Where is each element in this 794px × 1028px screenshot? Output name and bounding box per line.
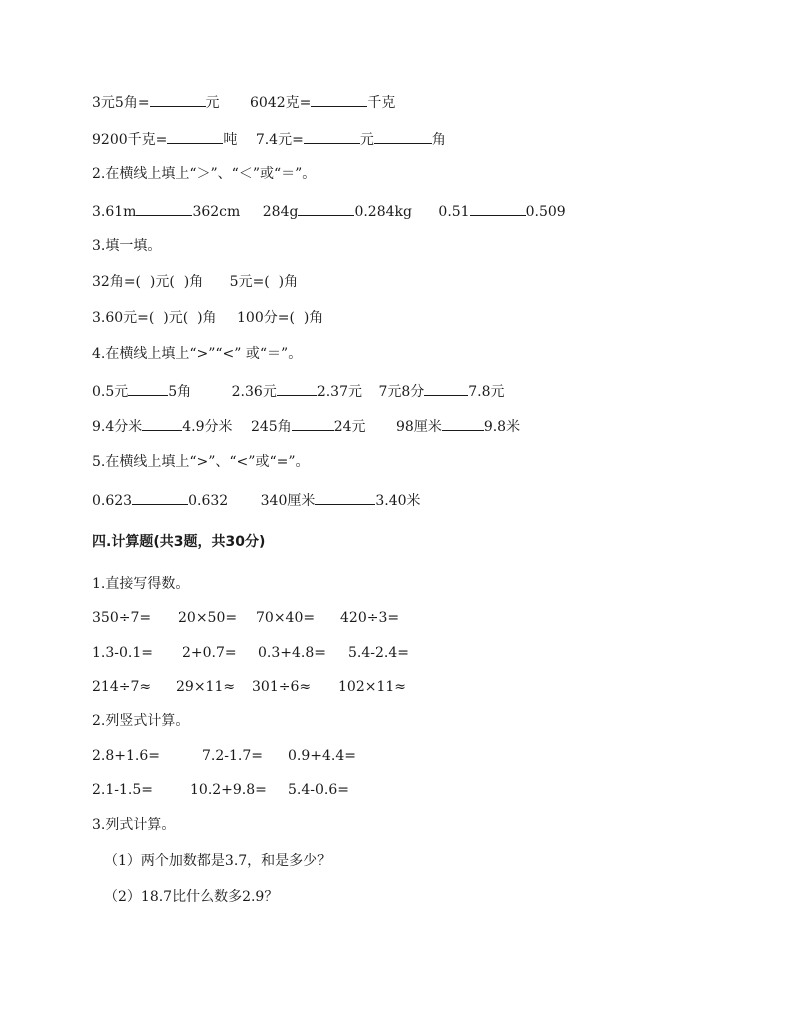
answer-blank[interactable] <box>136 201 192 216</box>
calc-item: 1.3-0.1= <box>92 645 153 661</box>
answer-blank[interactable] <box>470 201 526 216</box>
calc-item: 29×11≈ <box>176 679 236 695</box>
q2-title: 2.在横线上填上“＞”、“＜”或“＝”。 <box>92 166 317 182</box>
compare-left: 9.4分米 <box>92 419 143 435</box>
calc-item: 20×50= <box>178 610 238 626</box>
compare-left: 98厘米 <box>396 419 442 435</box>
compare-right: 362cm <box>192 204 241 220</box>
fill-item: 100分=( )角 <box>237 310 324 326</box>
compare-right: 0.509 <box>525 204 566 220</box>
fill-item: 5元=( )角 <box>229 274 299 290</box>
answer-blank[interactable] <box>292 416 334 431</box>
section-heading: 四.计算题(共3题，共30分) <box>92 534 266 550</box>
calc-item: 2+0.7= <box>182 645 237 661</box>
q5-title: 5.在横线上填上“>”、“<”或“=”。 <box>92 454 310 470</box>
compare-right: 0.284kg <box>354 204 412 220</box>
vertical-calc-item: 2.1-1.5= <box>92 782 153 798</box>
vertical-calc-item: 7.2-1.7= <box>202 748 263 764</box>
compare-right: 0.632 <box>188 493 229 509</box>
compare-left: 7元8分 <box>378 384 425 400</box>
answer-blank[interactable] <box>304 129 360 144</box>
calc-item: 5.4-2.4= <box>348 645 409 661</box>
compare-right: 2.37元 <box>316 384 362 400</box>
calc-item: 301÷6≈ <box>252 679 312 695</box>
q5-row <box>92 490 754 511</box>
compare-left: 2.36元 <box>231 384 277 400</box>
q4-row-1 <box>92 381 754 402</box>
compare-left: 0.623 <box>92 493 133 509</box>
calc-item: 102×11≈ <box>338 679 406 695</box>
q2-row <box>92 201 754 222</box>
q3-row-2 <box>92 308 754 328</box>
compare-right: 7.8元 <box>468 384 505 400</box>
q4-row-2 <box>92 416 754 437</box>
q-6042g: 6042克= <box>250 95 312 111</box>
vertical-calc-item: 10.2+9.8= <box>190 782 267 798</box>
p1-row-2 <box>92 643 754 663</box>
p3-title: 3.列式计算。 <box>92 817 176 833</box>
answer-blank[interactable] <box>311 92 367 107</box>
q-7-4yuan: 7.4元= <box>255 132 304 148</box>
p3-item-2: （2）18.7比什么数多2.9？ <box>104 889 279 905</box>
unit-label: 千克 <box>367 95 396 111</box>
answer-blank[interactable] <box>277 381 317 396</box>
unit-row-1 <box>92 92 754 113</box>
q4-title: 4.在横线上填上“>”“<” 或“＝”。 <box>92 346 303 362</box>
compare-right: 9.8米 <box>483 419 521 435</box>
compare-left: 0.51 <box>438 204 470 220</box>
compare-left: 284g <box>262 204 299 220</box>
vertical-calc-item: 0.9+4.4= <box>288 748 356 764</box>
vertical-calc-item: 5.4-0.6= <box>288 782 349 798</box>
compare-left: 245角 <box>250 419 292 435</box>
p2-row-2 <box>92 780 754 800</box>
q3-title: 3.填一填。 <box>92 238 162 254</box>
answer-blank[interactable] <box>442 416 484 431</box>
compare-right: 3.40米 <box>375 493 421 509</box>
compare-right: 4.9分米 <box>182 419 233 435</box>
calc-item: 0.3+4.8= <box>258 645 326 661</box>
q3-row-1 <box>92 272 754 292</box>
answer-blank[interactable] <box>128 381 168 396</box>
calc-item: 420÷3= <box>340 610 400 626</box>
vertical-calc-item: 2.8+1.6= <box>92 748 160 764</box>
p1-row-1 <box>92 608 754 628</box>
unit-label: 吨 <box>223 132 238 148</box>
p1-row-3 <box>92 677 754 697</box>
calc-item: 70×40= <box>256 610 316 626</box>
calc-item: 214÷7≈ <box>92 679 152 695</box>
answer-blank[interactable] <box>298 201 354 216</box>
unit-label: 元 <box>359 132 374 148</box>
fill-item: 32角=( )元( )角 <box>92 274 204 290</box>
answer-blank[interactable] <box>424 381 468 396</box>
answer-blank[interactable] <box>374 129 432 144</box>
p2-row-1 <box>92 746 754 766</box>
calc-item: 350÷7= <box>92 610 152 626</box>
answer-blank[interactable] <box>167 129 223 144</box>
compare-right: 24元 <box>333 419 366 435</box>
unit-label: 元 <box>205 95 220 111</box>
q-9200kg: 9200千克= <box>92 132 168 148</box>
fill-item: 3.60元=( )元( )角 <box>92 310 217 326</box>
compare-left: 340厘米 <box>260 493 316 509</box>
unit-label: 角 <box>431 132 446 148</box>
answer-blank[interactable] <box>315 490 375 505</box>
unit-row-2 <box>92 129 754 150</box>
compare-left: 3.61m <box>92 204 137 220</box>
p2-title: 2.列竖式计算。 <box>92 713 190 729</box>
p3-item-1: （1）两个加数都是3.7，和是多少？ <box>104 853 332 869</box>
q-3yuan5jiao: 3元5角= <box>92 95 150 111</box>
answer-blank[interactable] <box>132 490 188 505</box>
p1-title: 1.直接写得数。 <box>92 576 190 592</box>
compare-left: 0.5元 <box>92 384 129 400</box>
compare-right: 5角 <box>168 384 192 400</box>
answer-blank[interactable] <box>142 416 182 431</box>
answer-blank[interactable] <box>150 92 206 107</box>
